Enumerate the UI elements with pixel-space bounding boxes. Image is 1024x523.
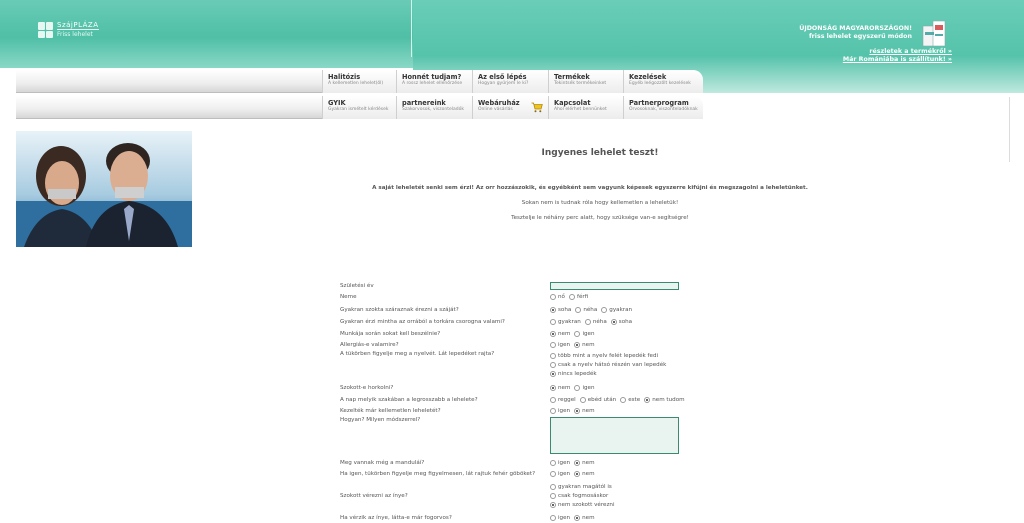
option-label: csak fogmosáskor	[558, 493, 609, 499]
radio-button[interactable]	[574, 515, 580, 521]
radio-button[interactable]	[575, 307, 581, 313]
radio-option[interactable]	[569, 294, 588, 300]
nav-title: Partnerprogram	[629, 99, 689, 107]
option-label: nem	[582, 408, 595, 414]
radio-button[interactable]	[550, 484, 556, 490]
radio-button[interactable]	[550, 371, 556, 377]
nav-title: Webáruház	[478, 99, 520, 107]
option-label: gyakran	[558, 319, 581, 325]
radio-option[interactable]	[585, 319, 607, 325]
option-label: soha	[558, 307, 572, 313]
option-label: néha	[592, 319, 607, 325]
promo-headline: ÚJDONSÁG MAGYARORSZÁGON!	[799, 25, 912, 32]
option-label: nem tudom	[652, 397, 685, 403]
product-details-link[interactable]: részletek a termékről »	[869, 48, 952, 55]
radio-option[interactable]	[550, 331, 570, 337]
treated-before-options	[550, 408, 599, 414]
postnasal-drip-label: Gyakran érzi mintha az orrából a torkára csorogna valami?	[340, 319, 505, 325]
nav-subtitle: A kellemetlen lehelet(ől)	[328, 81, 384, 86]
radio-button[interactable]	[601, 307, 607, 313]
nav-item-gyik[interactable]	[322, 96, 396, 119]
option-label: gyakran magától is	[558, 484, 612, 490]
radio-button[interactable]	[585, 319, 591, 325]
intro-line-2: Sokan nem is tudnak róla hogy kellemetlen a leheletük!	[521, 200, 679, 206]
radio-option[interactable]	[550, 408, 570, 414]
radio-button[interactable]	[644, 397, 650, 403]
method-textarea[interactable]	[550, 417, 679, 454]
dentist-seen-label: Ha vérzik az ínye, látta-e már fogorvos?	[340, 515, 452, 521]
birth-year-input[interactable]	[550, 282, 679, 290]
radio-button[interactable]	[574, 408, 580, 414]
radio-option[interactable]	[550, 342, 570, 348]
radio-option[interactable]	[575, 307, 597, 313]
option-label: férfi	[576, 294, 589, 300]
option-label: reggel	[558, 397, 576, 403]
radio-option[interactable]	[574, 471, 594, 477]
promo-subline: friss lehelet egyszerű módon	[808, 33, 912, 40]
nav-item-halitozis[interactable]	[322, 70, 396, 93]
option-label: igen	[558, 515, 571, 521]
option-label: soha	[618, 319, 633, 325]
radio-option[interactable]	[574, 342, 594, 348]
nav-bar-primary	[16, 70, 703, 93]
radio-button[interactable]	[611, 319, 617, 325]
option-label: nem	[558, 331, 571, 337]
option-label: nem	[558, 385, 571, 391]
treated-before-label: Kezelték már kellemetlen leheletét?	[340, 408, 441, 414]
radio-button[interactable]	[569, 294, 575, 300]
nav-title: partnereink	[402, 99, 446, 107]
tonsil-stones-options	[550, 471, 599, 477]
radio-button[interactable]	[574, 471, 580, 477]
option-label: nem	[582, 342, 595, 348]
nav-subtitle: Tekintsék termékeinket	[554, 81, 607, 86]
radio-option[interactable]	[580, 397, 616, 403]
snoring-options	[550, 385, 599, 391]
nav-title: Honnét tudjam?	[402, 73, 462, 81]
radio-button[interactable]	[574, 385, 580, 391]
tongue-coating-option[interactable]	[550, 371, 597, 377]
site-logo[interactable]	[38, 19, 99, 41]
radio-option[interactable]	[550, 460, 570, 466]
header-divider	[411, 0, 412, 57]
gum-bleeding-label: Szokott vérezni az ínye?	[340, 493, 408, 499]
method-label: Hogyan? Milyen módszerrel?	[340, 417, 421, 423]
radio-button[interactable]	[550, 362, 556, 368]
radio-option[interactable]	[550, 307, 571, 313]
tonsils-options	[550, 460, 599, 466]
radio-option[interactable]	[550, 294, 565, 300]
nav-subtitle: Orvosoknak, viszonteladóknak	[629, 107, 698, 112]
option-label: több mint a nyelv felét lepedék fedi	[558, 353, 659, 359]
tongue-coating-label: A tükörben figyelje meg a nyelvét. Lát lepedéket rajta?	[340, 351, 495, 357]
tongue-coating-option[interactable]	[550, 353, 658, 359]
radio-button[interactable]	[550, 319, 556, 325]
nav-item-az-elso-lepes[interactable]	[472, 70, 548, 93]
radio-button[interactable]	[550, 493, 556, 499]
radio-button[interactable]	[550, 385, 556, 391]
gum-bleeding-option[interactable]	[550, 493, 608, 499]
radio-option[interactable]	[611, 319, 632, 325]
nav-title: Termékek	[554, 73, 590, 81]
nav-item-partnerprogram[interactable]	[623, 96, 703, 119]
radio-option[interactable]	[574, 408, 594, 414]
radio-button[interactable]	[550, 294, 556, 300]
option-label: igen	[582, 385, 595, 391]
option-label: igen	[582, 331, 595, 337]
scroll-track[interactable]	[1009, 97, 1010, 162]
worst-time-options	[550, 397, 689, 403]
gender-label: Neme	[340, 294, 357, 300]
radio-button[interactable]	[574, 460, 580, 466]
gum-bleeding-option[interactable]	[550, 502, 615, 508]
nav-title: Kezelések	[629, 73, 667, 81]
option-label: igen	[558, 471, 571, 477]
radio-button[interactable]	[550, 342, 556, 348]
radio-option[interactable]	[574, 460, 594, 466]
option-label: nem	[582, 460, 595, 466]
radio-button[interactable]	[550, 353, 556, 359]
nav-item-partnereink[interactable]	[396, 96, 472, 119]
logo-brand: SzájPLÁZA	[57, 21, 99, 29]
option-label: nem	[582, 515, 595, 521]
gender-options	[550, 294, 592, 300]
radio-button[interactable]	[550, 502, 556, 508]
snoring-label: Szokott-e horkolni?	[340, 385, 394, 391]
nav-item-termekek[interactable]	[548, 70, 623, 93]
nav-bar-secondary	[16, 96, 703, 119]
radio-option[interactable]	[574, 515, 594, 521]
tonsil-stones-label: Ha igen, tükörben figyelje meg figyelmesen, lát rajtuk fehér göböket?	[340, 471, 536, 477]
nav-subtitle: Online vásárlás	[478, 107, 513, 112]
radio-option[interactable]	[550, 471, 570, 477]
postnasal-drip-options	[550, 319, 636, 325]
radio-button[interactable]	[550, 460, 556, 466]
romania-shipping-link[interactable]: Már Romániába is szállítunk! »	[842, 56, 952, 63]
logo-icon	[38, 22, 53, 38]
nav-subtitle: Ahol elérhet bennünket	[554, 107, 607, 112]
shopping-cart-icon	[531, 102, 543, 113]
radio-button[interactable]	[550, 307, 556, 313]
radio-button[interactable]	[550, 331, 556, 337]
radio-button[interactable]	[574, 342, 580, 348]
radio-option[interactable]	[550, 385, 570, 391]
option-label: gyakran	[609, 307, 633, 313]
intro-line-3: Tesztelje le néhány perc alatt, hogy szüksége van-e segítségre!	[511, 215, 689, 221]
radio-button[interactable]	[620, 397, 626, 403]
option-label: este	[628, 397, 641, 403]
promo-text	[790, 25, 912, 41]
dentist-seen-options	[550, 515, 599, 521]
nav-title: Az első lépés	[478, 73, 527, 81]
radio-button[interactable]	[550, 408, 556, 414]
radio-button[interactable]	[574, 331, 580, 337]
nav-subtitle: Gyakran ismételt kérdések	[328, 107, 389, 112]
allergy-options	[550, 342, 599, 348]
radio-option[interactable]	[601, 307, 632, 313]
nav-subtitle: Egyéb leégozzőlt kezelések	[629, 81, 691, 86]
option-label: ebéd után	[587, 397, 617, 403]
allergy-label: Allergiás-e valamire?	[340, 342, 399, 348]
dry-mouth-label: Gyakran szokta száraznak érezni a száját?	[340, 307, 459, 313]
intro-text: A saját leheletét senki sem érzi! Az orr hozzászokik, és egyébként sem vagyunk képesek egyszerre kifújni és megszagolni a leheletünket.	[372, 185, 808, 191]
option-label: nem	[582, 471, 595, 477]
radio-option[interactable]	[574, 331, 594, 337]
talks-a-lot-options	[550, 331, 599, 337]
option-label: igen	[558, 408, 571, 414]
radio-option[interactable]	[620, 397, 640, 403]
option-label: nő	[558, 294, 565, 300]
birth-year-label: Születési év	[340, 283, 374, 289]
option-label: néha	[583, 307, 598, 313]
gum-bleeding-option[interactable]	[550, 484, 612, 490]
radio-button[interactable]	[550, 471, 556, 477]
option-label: igen	[558, 460, 571, 466]
radio-option[interactable]	[550, 319, 581, 325]
radio-option[interactable]	[550, 397, 576, 403]
option-label: nem szokott vérezni	[558, 502, 615, 508]
nav-subtitle: Hogyan gyűrjem le ki?	[478, 81, 529, 86]
option-label: csak a nyelv hátsó részén van lepedék	[558, 362, 667, 368]
nav-item-honnet-tudjam[interactable]	[396, 70, 472, 93]
promo-links	[790, 48, 952, 64]
tonsils-label: Meg vannak még a manduláí?	[340, 460, 425, 466]
nav-item-kezelesek[interactable]	[623, 70, 703, 93]
radio-button[interactable]	[550, 397, 556, 403]
radio-option[interactable]	[574, 385, 594, 391]
page-title: Ingyenes lehelet teszt!	[541, 148, 659, 158]
hero-photo	[16, 131, 192, 247]
dry-mouth-options	[550, 307, 636, 313]
option-label: nincs lepedék	[558, 371, 597, 377]
talks-a-lot-label: Munkája során sokat kell beszélnie?	[340, 331, 441, 337]
radio-button[interactable]	[550, 515, 556, 521]
nav-item-kapcsolat[interactable]	[548, 96, 623, 119]
nav-subtitle: Szakorvosok, viszonteladók	[402, 107, 464, 112]
radio-option[interactable]	[644, 397, 684, 403]
option-label: igen	[558, 342, 571, 348]
nav-subtitle: A rossz lehelet ellenőrzése	[402, 81, 463, 86]
nav-title: GYIK	[328, 99, 346, 107]
nav-title: Kapcsolat	[554, 99, 591, 107]
worst-time-label: A nap melyik szakában a legrosszabb a lehelete?	[340, 397, 478, 403]
radio-option[interactable]	[550, 515, 570, 521]
nav-item-webaruhaz[interactable]	[472, 96, 548, 119]
nav-title: Halitózis	[328, 73, 361, 81]
tongue-coating-option[interactable]	[550, 362, 666, 368]
product-box-icon	[921, 18, 949, 48]
radio-button[interactable]	[580, 397, 586, 403]
logo-tagline: Friss lehelet	[57, 29, 99, 39]
